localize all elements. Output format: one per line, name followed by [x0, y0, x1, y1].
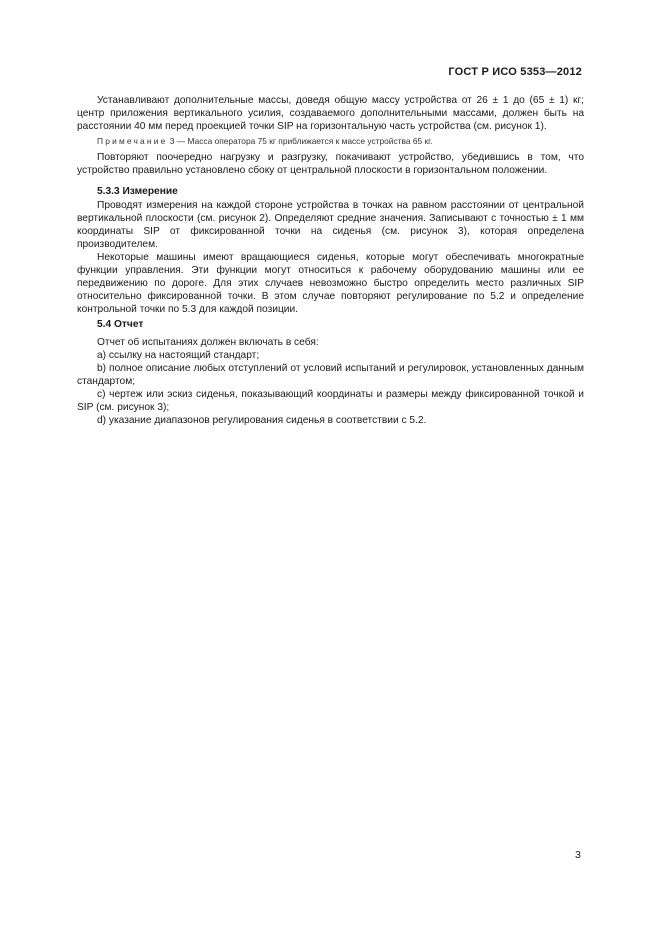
report-item-c: c) чертеж или эскиз сиденья, показывающий координаты и размеры между фиксированной точкой и SIP (см. рисунок 3);: [77, 388, 584, 413]
intro-paragraph-masses: Устанавливают дополнительные массы, доведя общую массу устройства от 26 ± 1 до (65 ± 1) кг; центр приложения вертикального усилия, создаваемого дополнительными массами, должен быть на расстоянии 40 мм перед проекцией точки SIP на горизонтальную часть устройства (см. рисунок 1).: [77, 95, 584, 133]
page-number: 3: [575, 849, 581, 861]
measurement-paragraph-1: Проводят измерения на каждой стороне устройства в точках на равном расстоянии от центральной вертикальной плоскости (см. рисунок 2). Определяют средние значения. Записывают с точностью ± 1 мм координаты SIP от фиксированной точки на сиденья (см. рисунок 3), которая определена производителем.: [77, 199, 584, 250]
note-label: Примечание: [97, 136, 168, 147]
report-item-a: a) ссылку на настоящий стандарт;: [97, 349, 260, 361]
measurement-paragraph-2: Некоторые машины имеют вращающиеся сиденья, которые могут обеспечивать многократные функции управления. Эти функции могут относиться к рабочему оборудованию машины или ее передвижению по дороге. Для этих случаев невозможно быстро определить место различных SIP относительно фиксированной точки. В этом случае повторяют регулирование по 5.2 и определение контрольной точки по 5.3 для каждой позиции.: [77, 251, 584, 316]
note-3: [77, 136, 584, 147]
report-intro: Отчет об испытаниях должен включать в себя:: [97, 336, 319, 348]
report-item-b: b) полное описание любых отступлений от условий испытаний и регулировок, установленных данным стандартом;: [77, 362, 584, 387]
report-item-d: d) указание диапазонов регулирования сиденья в соответствии с 5.2.: [97, 415, 427, 427]
standard-header: ГОСТ Р ИСО 5353—2012: [448, 66, 582, 78]
note-text: 3 — Масса оператора 75 кг приближается к массе устройства 65 кг.: [167, 136, 433, 147]
section-title-report: 5.4 Отчет: [97, 319, 144, 331]
page-content: [77, 94, 584, 427]
section-title-measurement: 5.3.3 Измерение: [97, 186, 178, 198]
intro-paragraph-loading: Повторяют поочередно нагрузку и разгрузку, покачивают устройство, убедившись в том, что устройство правильно установлено сбоку от центральной плоскости в горизонтальном положении.: [77, 152, 584, 177]
